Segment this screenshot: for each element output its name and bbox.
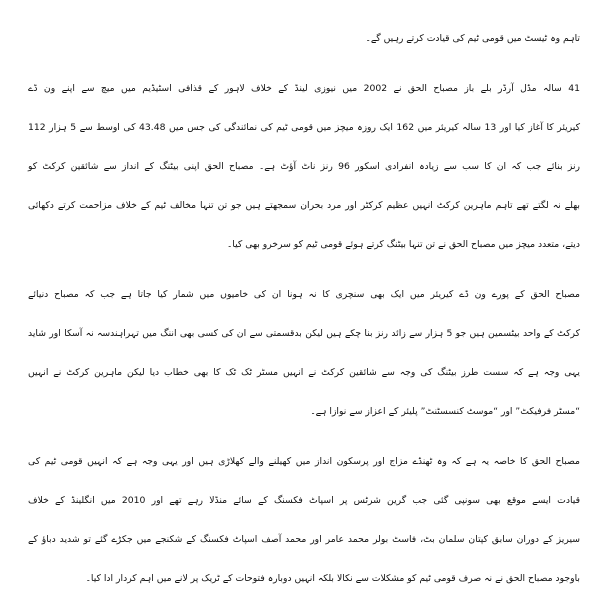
text-line: کرکٹ کے واحد بیٹسمین ہیں جو 5 ہزار سے زائد رنز بنا چکے ہیں لیکن بدقسمتی سے ان کی کسی بھی اننگ میں تہراہندسہ نہ آسکا اور شاید [28, 328, 580, 339]
text-line: بھلے نہ لگتے تھے تاہم ماہرین کرکٹ انہیں عظیم کرکٹر اور مرد بحران سمجھتے ہیں جو تن تنہا مخالف ٹیم کے خلاف مزاحمت کرتے دکھائی [28, 200, 580, 211]
text-line: دیتے، متعدد میچز میں مصباح الحق نے تن تنہا بیٹنگ کرتے ہوئے قومی ٹیم کو سرخرو بھی کیا۔ [226, 239, 580, 250]
article-body [28, 19, 580, 598]
text-line: سیریز کے دوران سابق کپتان سلمان بٹ، فاسٹ بولر محمد عامر اور محمد آصف اسپاٹ فکسنگ کے شکنجے میں جکڑے گئے تو شدید دباؤ کے [28, 534, 580, 545]
paragraph [28, 19, 580, 58]
paragraph [28, 69, 580, 264]
text-line: کیریئر کا آغاز کیا اور 13 سالہ کیریئر میں 162 ایک روزہ میچز میں قومی ٹیم کی نمائندگی کی جس میں 43.48 کی اوسط سے 5 ہزار 112 [28, 122, 580, 133]
paragraph [28, 442, 580, 598]
text-line: “مسٹر فرفیکٹ” اور “موسٹ کنسسٹنٹ” پلیئر کے اعزاز سے نوازا ہے۔ [310, 406, 580, 417]
text-line: یہی وجہ ہے کہ سست طرز بیٹنگ کی وجہ سے شائقین کرکٹ نے انہیں مسٹر ٹک ٹک کا بھی خطاب دیا لیکن ماہرین کرکٹ نے انہیں [28, 367, 580, 378]
text-line: مصباح الحق کے پورے ون ڈے کیریئر میں ایک بھی سنچری کا نہ ہونا ان کی خامیوں میں شمار کیا جاتا ہے جب کہ مصباح دنیائے [28, 289, 580, 300]
text-line: باوجود مصباح الحق نے نہ صرف قومی ٹیم کو مشکلات سے نکالا بلکہ انہیں دوبارہ فتوحات کے ٹریک پر لانے میں اہم کردار ادا کیا۔ [85, 573, 580, 584]
text-line: قیادت ایسے موقع بھی سونپی گئی جب گرین شرٹس پر اسپاٹ فکسنگ کے سائے منڈلا رہے تھے اور 2010 میں انگلینڈ کے خلاف [28, 495, 580, 506]
text-line: 41 سالہ مڈل آرڈر بلے باز مصباح الحق نے 2002 میں نیوزی لینڈ کے خلاف لاہور کے قذافی اسٹیڈیم میں میچ سے اپنے ون ڈے [28, 83, 580, 94]
paragraph [28, 275, 580, 431]
text-line: مصباح الحق کا خاصہ یہ ہے کہ وہ ٹھنڈے مزاج اور پرسکون انداز میں کھیلنے والے کھلاڑی ہیں اور یہی وجہ ہے کہ انہیں قومی ٹیم کی [28, 456, 580, 467]
text-line: رنز بنائے جب کہ ان کا سب سے زیادہ انفرادی اسکور 96 رنز ناٹ آؤٹ ہے۔ مصباح الحق اپنی بیٹنگ کے انداز سے شائقین کرکٹ کو [28, 161, 581, 172]
text-line: تاہم وہ ٹیسٹ میں قومی ٹیم کی قیادت کرتے رہیں گے۔ [365, 33, 580, 44]
